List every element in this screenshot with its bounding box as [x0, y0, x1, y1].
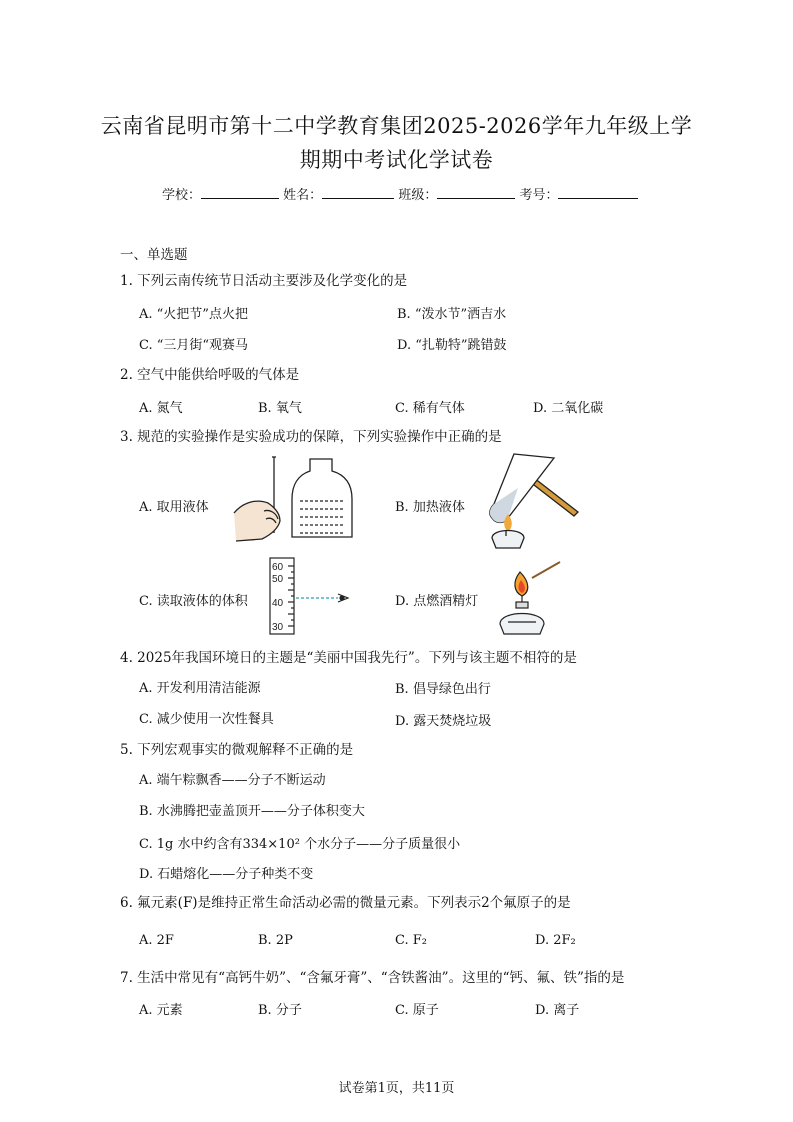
q5-option-a[interactable]: A. 端午粽飘香——分子不断运动 — [139, 773, 326, 788]
figure-dropper-bottle — [228, 455, 368, 545]
question-6-stem: 6. 氟元素(F)是维持正常生命活动必需的微量元素。下列表示2个氟原子的是 — [120, 895, 571, 911]
q6-option-c[interactable]: C. F₂ — [395, 933, 427, 948]
q4-option-a[interactable]: A. 开发利用清洁能源 — [139, 681, 261, 696]
exam-title-line2: 期期中考试化学试卷 — [299, 148, 494, 172]
q1-option-a[interactable]: A. “火把节”点火把 — [139, 307, 248, 322]
name-label: 姓名： — [283, 188, 323, 203]
q1-option-c[interactable]: C. “三月街“观赛马 — [139, 338, 249, 353]
question-7-stem: 7. 生活中常见有“高钙牛奶”、“含氟牙膏”、“含铁酱油”。这里的“钙、氟、铁”指的是 — [120, 970, 625, 986]
q4-option-b[interactable]: B. 倡导绿色出行 — [395, 682, 491, 697]
question-5-stem: 5. 下列宏观事实的微观解释不正确的是 — [120, 742, 354, 758]
question-4-stem: 4. 2025年我国环境日的主题是“美丽中国我先行”。下列与该主题不相符的是 — [120, 650, 577, 666]
page-footer: 试卷第1页，共11页 — [338, 1081, 455, 1096]
figure-heating-tube — [478, 452, 583, 552]
q2-option-b[interactable]: B. 氧气 — [258, 401, 302, 416]
scale-label-40: 40 — [272, 598, 284, 609]
class-label: 班级： — [398, 188, 438, 203]
q4-option-c[interactable]: C. 减少使用一次性餐具 — [139, 712, 274, 727]
exam-title-line1: 云南省昆明市第十二中学教育集团2025-2026学年九年级上学 — [100, 114, 693, 138]
school-blank[interactable] — [201, 185, 279, 199]
student-info-line — [162, 184, 638, 203]
class-blank[interactable] — [437, 185, 515, 199]
scale-label-50: 50 — [272, 574, 284, 585]
q7-option-a[interactable]: A. 元素 — [139, 1003, 183, 1018]
q6-option-d[interactable]: D. 2F₂ — [535, 933, 576, 948]
number-label: 考号： — [519, 188, 559, 203]
scale-label-60: 60 — [272, 562, 284, 573]
figure-alcohol-lamp — [496, 558, 566, 636]
q7-option-c[interactable]: C. 原子 — [395, 1003, 439, 1018]
name-blank[interactable] — [322, 185, 394, 199]
q3-option-b[interactable]: B. 加热液体 — [395, 500, 465, 515]
scale-label-30: 30 — [272, 622, 284, 633]
q6-option-a[interactable]: A. 2F — [139, 933, 174, 948]
q5-option-b[interactable]: B. 水沸腾把壶盖顶开——分子体积变大 — [139, 804, 365, 819]
q2-option-d[interactable]: D. 二氧化碳 — [533, 401, 604, 416]
q3-option-a[interactable]: A. 取用液体 — [139, 500, 209, 515]
q2-option-a[interactable]: A. 氮气 — [139, 401, 183, 416]
number-blank[interactable] — [558, 185, 638, 199]
q3-option-c[interactable]: C. 读取液体的体积 — [139, 594, 248, 609]
section-heading: 一、单选题 — [120, 247, 188, 263]
question-2-stem: 2. 空气中能供给呼吸的气体是 — [120, 367, 300, 383]
question-3-stem: 3. 规范的实验操作是实验成功的保障，下列实验操作中正确的是 — [120, 429, 502, 445]
q5-option-c[interactable]: C. 1g 水中约含有334×10² 个水分子——分子质量很小 — [139, 837, 461, 852]
q4-option-d[interactable]: D. 露天焚烧垃圾 — [395, 714, 492, 729]
q1-option-d[interactable]: D. “扎勒特”跳错鼓 — [397, 338, 507, 353]
q6-option-b[interactable]: B. 2P — [258, 933, 293, 948]
q5-option-d[interactable]: D. 石蜡熔化——分子种类不变 — [139, 867, 314, 882]
q1-option-b[interactable]: B. “泼水节”洒吉水 — [397, 307, 507, 322]
question-1-stem: 1. 下列云南传统节日活动主要涉及化学变化的是 — [120, 273, 408, 289]
q2-option-c[interactable]: C. 稀有气体 — [395, 401, 465, 416]
figure-cylinder-reading — [268, 554, 373, 636]
school-label: 学校： — [162, 188, 202, 203]
q7-option-d[interactable]: D. 离子 — [535, 1003, 580, 1018]
q3-option-d[interactable]: D. 点燃酒精灯 — [395, 594, 479, 609]
q7-option-b[interactable]: B. 分子 — [258, 1003, 302, 1018]
